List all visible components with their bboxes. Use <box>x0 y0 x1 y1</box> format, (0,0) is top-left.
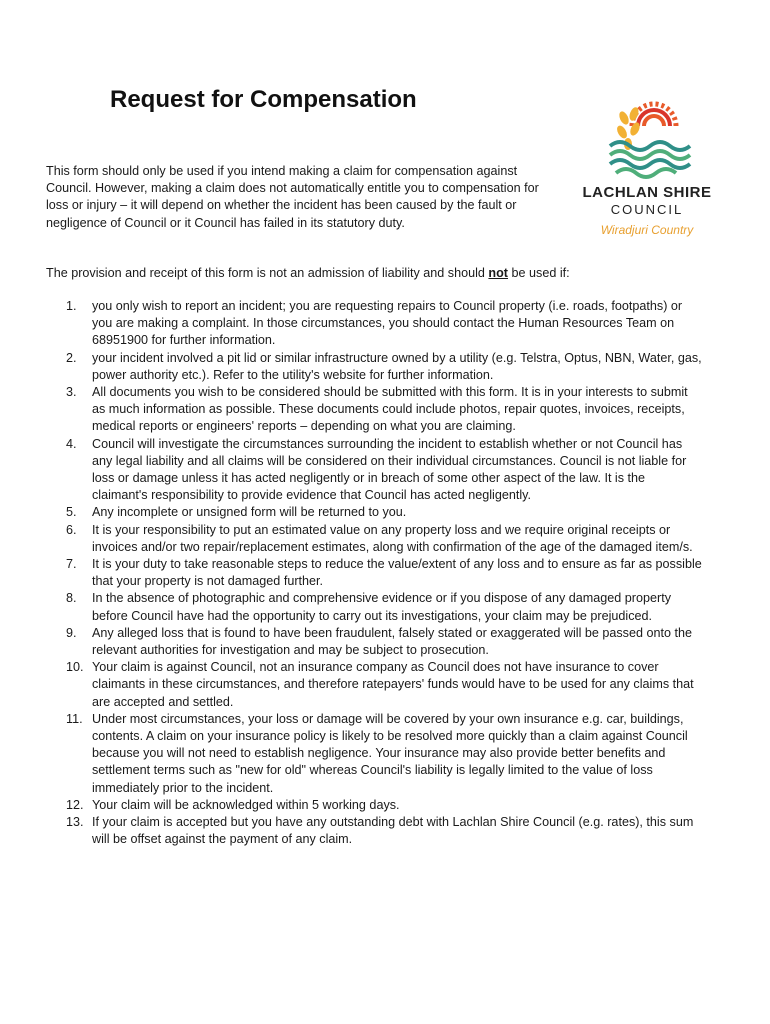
list-item <box>66 814 704 848</box>
list-number: 8. <box>66 591 77 606</box>
list-item <box>66 711 704 797</box>
provision-text-before: The provision and receipt of this form is not an admission of liability and should <box>46 266 489 280</box>
list-number: 1. <box>66 299 77 313</box>
list-item <box>66 504 704 521</box>
list-item <box>66 384 704 436</box>
list-text: Your claim is against Council, not an insurance company as Council does not have insurance to cover claimants in these circumstances, and therefore ratepayers' funds would have to be used for any claims that are accepted and settled. <box>92 660 694 709</box>
list-text: All documents you wish to be considered should be submitted with this form. It is in your interests to submit as much information as possible. These documents could include photos, repair quotes, invoices, receipts, medical reports or engineers' reports – depending on what you are claiming. <box>92 385 688 434</box>
list-number: 9. <box>66 625 77 640</box>
list-text: In the absence of photographic and comprehensive evidence or if you dispose of any damaged property before Council have had the opportunity to carry out its investigations, your claim may be prejudiced. <box>92 591 671 623</box>
logo-tagline: Wiradjuri Country <box>600 223 694 237</box>
logo-subname: COUNCIL <box>610 202 684 217</box>
list-number: 13. <box>66 815 84 830</box>
council-logo <box>578 92 728 242</box>
conditions-list <box>66 298 704 849</box>
list-number: 12. <box>66 797 84 812</box>
list-item <box>66 797 704 814</box>
list-item <box>66 350 704 384</box>
list-number: 5. <box>66 505 77 520</box>
list-number: 3. <box>66 385 77 400</box>
list-text: Any alleged loss that is found to have been fraudulent, falsely stated or exaggerated will be passed onto the relevant authorities for investigation and may be subject to prosecution. <box>92 625 692 658</box>
list-item <box>66 298 704 350</box>
list-text: If your claim is accepted but you have any outstanding debt with Lachlan Shire Council (e.g. rates), this sum will be offset against the payment of any claim. <box>92 815 694 847</box>
list-item <box>66 556 704 590</box>
list-item <box>66 522 704 556</box>
list-text: Any incomplete or unsigned form will be returned to you. <box>92 505 407 520</box>
list-text: your incident involved a pit lid or similar infrastructure owned by a utility (e.g. Telstra, Optus, NBN, Water, gas, power authority etc.). Refer to the utility's website for further information. <box>92 350 702 382</box>
provision-paragraph <box>46 265 726 282</box>
sun-and-river-emblem <box>602 92 692 182</box>
list-text: Council will investigate the circumstances surrounding the incident to establish whether or not Council has any legal liability and all claims will be considered on their individual circumstances. Council is not liable for loss or damage unless it has acted negligently or in breach of some other aspect of the law. It is the claimant's responsibility to provide evidence that Council has acted negligently. <box>92 436 687 503</box>
provision-emphasis: not <box>488 266 509 280</box>
provision-text-after: be used if: <box>508 266 570 280</box>
list-item <box>66 659 704 711</box>
list-text: It is your duty to take reasonable steps to reduce the value/extent of any loss and to ensure as far as possible that your property is not damaged further. <box>92 557 702 589</box>
list-number: 10. <box>66 660 84 675</box>
list-item <box>66 436 704 505</box>
list-number: 2. <box>66 350 77 365</box>
list-text: It is your responsibility to put an estimated value on any property loss and we require original receipts or invoices and/or two repair/replacement estimates, along with confirmation of the age of the damaged item/s. <box>92 522 693 554</box>
list-number: 7. <box>66 557 77 572</box>
list-number: 4. <box>66 436 77 451</box>
list-text: you only wish to report an incident; you are requesting repairs to Council property (i.e. roads, footpaths) or you are making a complaint. In those circumstances, you should contact the Human Resources Team on 68951900 for further information. <box>92 299 683 348</box>
list-number: 11. <box>66 711 83 726</box>
list-text: Your claim will be acknowledged within 5 working days. <box>92 797 400 812</box>
list-text: Under most circumstances, your loss or damage will be covered by your own insurance e.g. car, buildings, contents. A claim on your insurance policy is likely to be resolved more quickly than a claim against Council because you will not need to establish negligence. Your insurance may also provide better benefits and settlement terms such as "new for old" whereas Council's liability is legally limited to the value of loss immediately prior to the incident. <box>92 711 688 795</box>
page-title: Request for Compensation <box>110 86 417 113</box>
list-number: 6. <box>66 522 77 537</box>
intro-paragraph: This form should only be used if you intend making a claim for compensation against Council. However, making a claim does not automatically entitle you to compensation for loss or injury – it will depend on whether the incident has been caused by the fault or negligence of Council or it Council has failed in its statutory duty. <box>46 164 539 230</box>
logo-name: LACHLAN SHIRE <box>582 184 712 201</box>
list-item <box>66 590 704 624</box>
list-item <box>66 625 704 659</box>
